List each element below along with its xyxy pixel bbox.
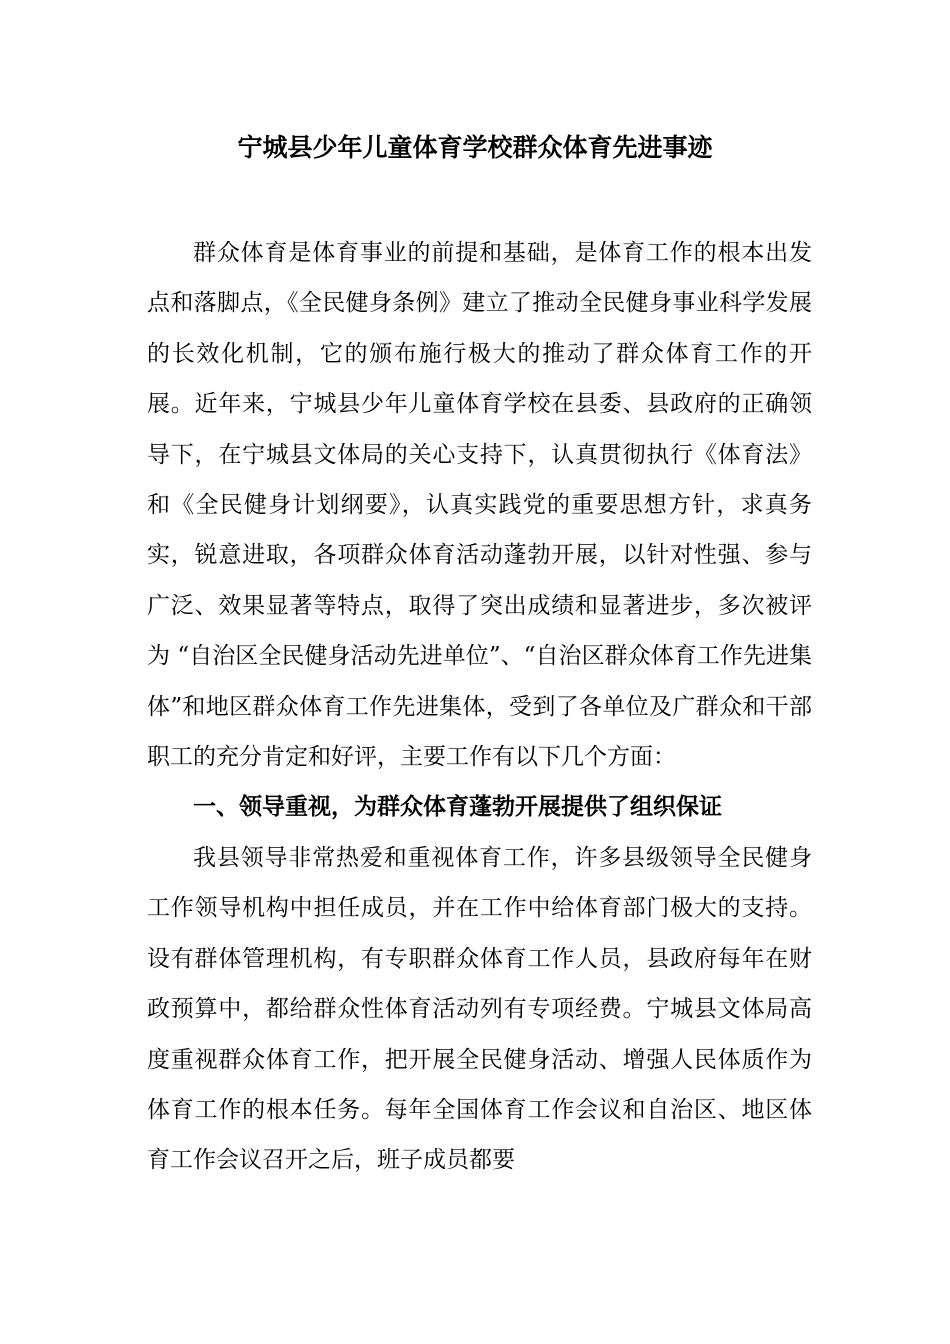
- intro-paragraph: 群众体育是体育事业的前提和基础，是体育工作的根本出发点和落脚点，《全民健身条例》建立了推动全民健身事业科学发展的长效化机制，它的颁布施行极大的推动了群众体育工作的开展。近年来，宁城县少年儿童体育学校在县委、县政府的正确领导下，在宁城县文体局的关心支持下，认真贯彻执行《体育法》和《全民健身计划纲要》，认真实践党的重要思想方针，求真务实，锐意进取，各项群众体育活动蓬勃开展，以针对性强、参与广泛、效果显著等特点，取得了突出成绩和显著进步，多次被评为 “自治区全民健身活动先进单位”、“自治区群众体育工作先进集体”和地区群众体育工作先进集体，受到了各单位及广群众和干部职工的充分肯定和好评，主要工作有以下几个方面：: [147, 240, 812, 771]
- document-body: [147, 228, 812, 1186]
- document-title: 宁城县少年儿童体育学校群众体育先进事迹: [237, 133, 713, 162]
- section-heading: 一、领导重视，为群众体育蓬勃开展提供了组织保证: [193, 793, 722, 821]
- section-paragraph: 我县领导非常热爱和重视体育工作，许多县级领导全民健身工作领导机构中担任成员，并在工作中给体育部门极大的支持。设有群体管理机构，有专职群众体育工作人员，县政府每年在财政预算中，都给群众性体育活动列有专项经费。宁城县文体局高度重视群众体育工作，把开展全民健身活动、增强人民体质作为体育工作的根本任务。每年全国体育工作会议和自治区、地区体育工作会议召开之后，班子成员都要: [147, 844, 812, 1174]
